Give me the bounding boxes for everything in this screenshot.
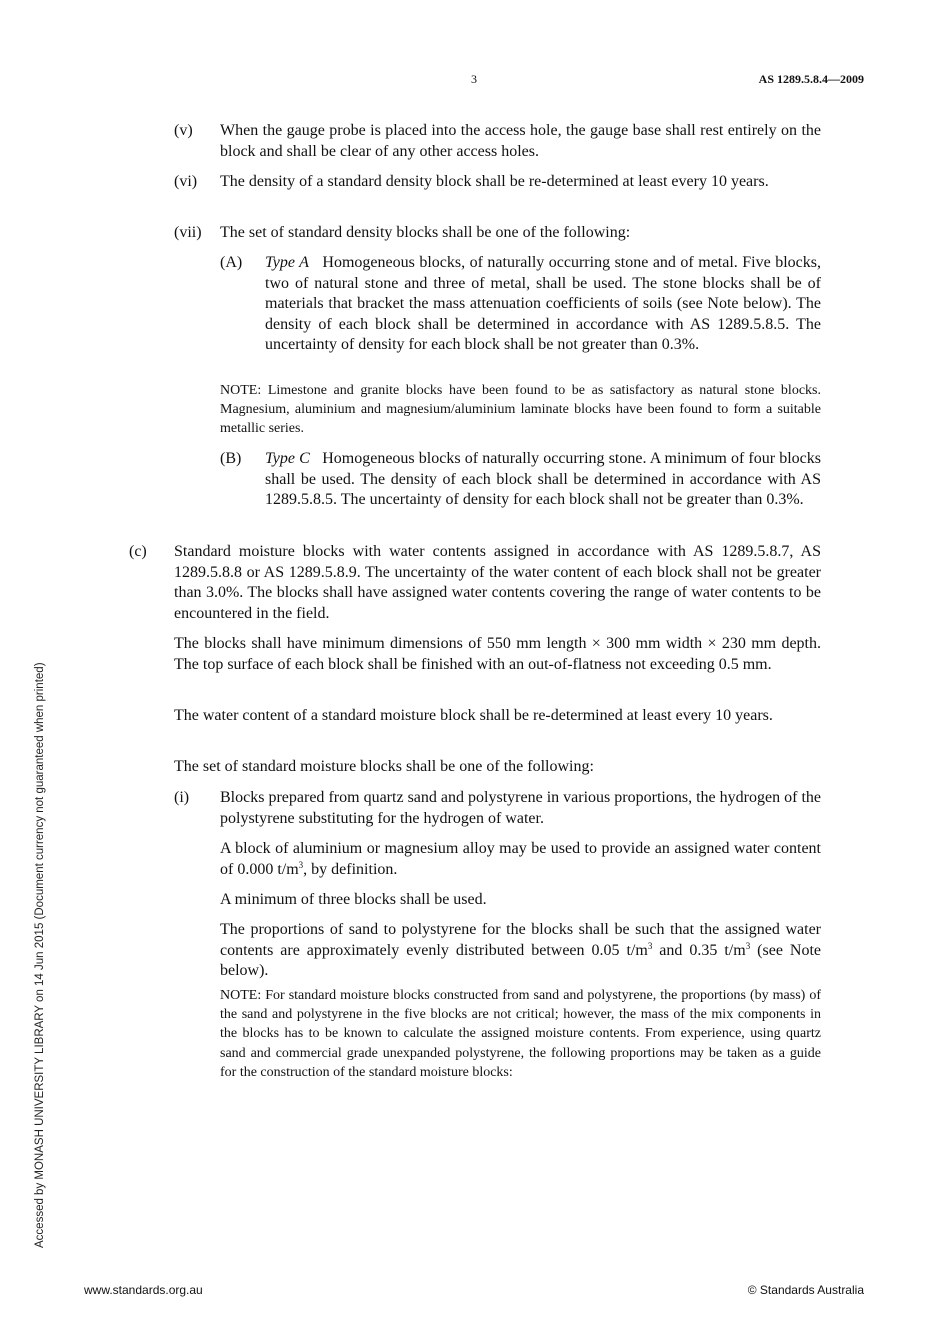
item-c-text: Standard moisture blocks with water contents assigned in accordance with AS 1289.5.8.7, AS 1289.5.8.8 or AS 1289.5.8.9. The uncertainty of the water content of each block shall not be greater than 3.0%. The blocks shall have assigned water contents covering the range of water contents to be encountered in the field.	[174, 543, 821, 622]
item-c-dimensions: The blocks shall have minimum dimensions of 550 mm length × 300 mm width × 230 mm depth. The top surface of each block shall be finished with an out-of-flatness not exceeding 0.5 mm.	[174, 635, 821, 673]
item-label-vii: (vii)	[174, 224, 202, 241]
item-a-paragraph	[265, 253, 821, 356]
footer-website: www.standards.org.au	[84, 1283, 203, 1297]
item-label-i: (i)	[174, 789, 190, 806]
item-c-redetermine: The water content of a standard moisture block shall be re-determined at least every 10 years.	[174, 707, 773, 724]
item-a-text: Homogeneous blocks, of naturally occurring stone and of metal. Five blocks, two of natural stone and three of metal, shall be used. The stone blocks shall be of materials that bracket the mass attenuation coefficients of soils (see Note below). The density of each block shall be determined in accordance with AS 1289.5.8.5. The uncertainty of density for each block shall be not greater than 0.3%.	[265, 254, 821, 354]
item-i-text: Blocks prepared from quartz sand and polystyrene in various proportions, the hydrogen of the polystyrene substituting for the hydrogen of water.	[220, 789, 821, 827]
item-b-text: Homogeneous blocks of naturally occurring stone. A minimum of four blocks shall be used. The density of each block shall be determined in accordance with AS 1289.5.8.5. The uncertainty of density for each block shall not be greater than 0.3%.	[265, 450, 822, 509]
note-moisture-blocks: NOTE: For standard moisture blocks constructed from sand and polystyrene, the proportions (by mass) of the sand and polystyrene in the five blocks are not critical; however, the mass of the mix components in the blocks has to be known to calculate the assigned moisture contents. From experience, using quartz sand and commercial grade unexpanded polystyrene, the following proportions may be taken as a guide for the construction of the standard moisture blocks:	[220, 988, 821, 1080]
item-label-c: (c)	[129, 543, 147, 560]
item-c-set: The set of standard moisture blocks shall be one of the following:	[174, 758, 594, 775]
item-a-title: Type A	[265, 254, 309, 271]
page-number: 3	[471, 72, 477, 86]
note-density-blocks: NOTE: Limestone and granite blocks have been found to be as satisfactory as natural stone blocks. Magnesium, aluminium and magnesium/aluminium laminate blocks have been found to form a suitable metallic series.	[220, 383, 821, 437]
item-label-v: (v)	[174, 122, 193, 139]
footer-copyright: © Standards Australia	[747, 1283, 864, 1297]
item-i-minimum: A minimum of three blocks shall be used.	[220, 891, 487, 908]
item-i-aluminium: A block of aluminium or magnesium alloy may be used to provide an assigned water content of 0.000 $t/m^3$, by definition.	[220, 840, 821, 878]
item-v-text: When the gauge probe is placed into the access hole, the gauge base shall rest entirely on the block and shall be clear of any other access holes.	[220, 122, 821, 160]
item-vii-text: The set of standard density blocks shall be one of the following:	[220, 224, 631, 241]
item-vi-text: The density of a standard density block shall be re-determined at least every 10 years.	[220, 173, 769, 190]
item-i-proportions: The proportions of sand to polystyrene for the blocks shall be such that the assigned water contents are approximately evenly distributed between 0.05 $t/m^3$ and 0.35 $t/m^3$ (see Note below).	[220, 921, 822, 980]
item-b-paragraph	[265, 449, 821, 511]
item-label-a: (A)	[220, 254, 243, 271]
access-watermark: Accessed by MONASH UNIVERSITY LIBRARY on 14 Jun 2015 (Document currency not guaranteed when printed)	[34, 662, 46, 1248]
item-label-b: (B)	[220, 450, 242, 467]
item-b-title: Type C	[265, 450, 310, 467]
document-id: AS 1289.5.8.4—2009	[758, 72, 864, 86]
item-label-vi: (vi)	[174, 173, 198, 190]
